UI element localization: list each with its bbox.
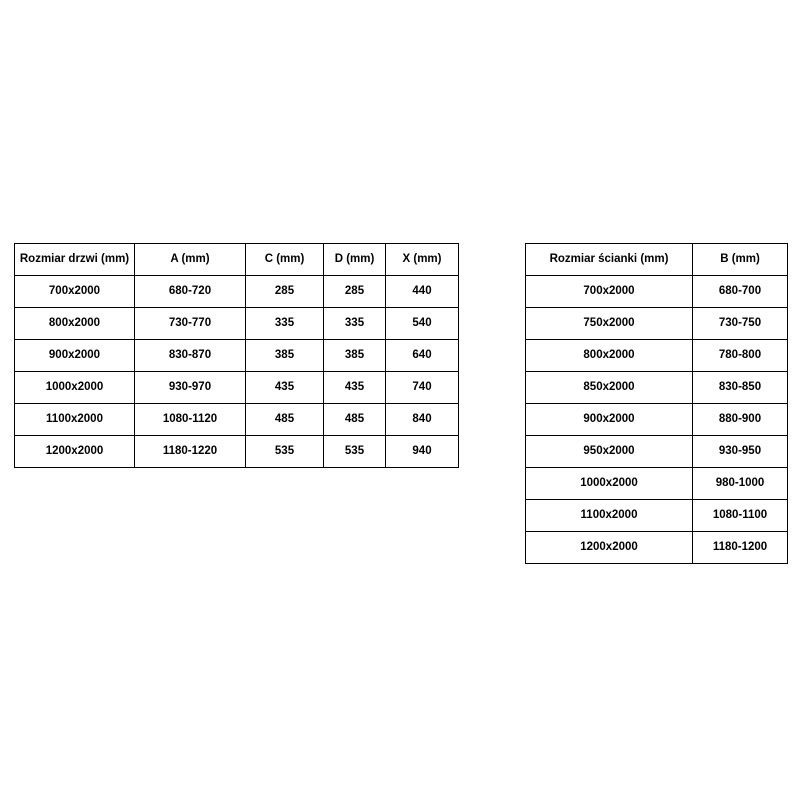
cell-door-size: 1100x2000 [15,404,135,436]
doors-dimensions-table [14,243,459,468]
cell-b: 930-950 [693,436,788,468]
table-row [15,372,459,404]
cell-wall-size: 1000x2000 [526,468,693,500]
cell-b: 1080-1100 [693,500,788,532]
column-header-wall-size: Rozmiar ścianki (mm) [526,244,693,276]
cell-c: 435 [246,372,324,404]
cell-wall-size: 950x2000 [526,436,693,468]
table-row [526,532,788,564]
cell-door-size: 900x2000 [15,340,135,372]
cell-b: 680-700 [693,276,788,308]
cell-x: 640 [386,340,459,372]
cell-c: 385 [246,340,324,372]
cell-wall-size: 900x2000 [526,404,693,436]
table-row [15,276,459,308]
table-row [526,372,788,404]
cell-b: 880-900 [693,404,788,436]
cell-x: 740 [386,372,459,404]
table-row [15,404,459,436]
cell-a: 730-770 [135,308,246,340]
cell-c: 485 [246,404,324,436]
cell-c: 285 [246,276,324,308]
cell-a: 830-870 [135,340,246,372]
cell-wall-size: 1100x2000 [526,500,693,532]
table-row [526,500,788,532]
column-header-b: B (mm) [693,244,788,276]
cell-c: 535 [246,436,324,468]
cell-a: 1080-1120 [135,404,246,436]
table-row [15,340,459,372]
table-row [526,436,788,468]
cell-x: 440 [386,276,459,308]
column-header-x: X (mm) [386,244,459,276]
column-header-d: D (mm) [324,244,386,276]
cell-c: 335 [246,308,324,340]
cell-d: 385 [324,340,386,372]
table-row [15,308,459,340]
column-header-c: C (mm) [246,244,324,276]
table-row [526,308,788,340]
cell-d: 485 [324,404,386,436]
cell-d: 435 [324,372,386,404]
table-header-row [526,244,788,276]
cell-x: 840 [386,404,459,436]
cell-b: 780-800 [693,340,788,372]
cell-wall-size: 800x2000 [526,340,693,372]
table-row [526,276,788,308]
cell-wall-size: 1200x2000 [526,532,693,564]
cell-a: 1180-1220 [135,436,246,468]
cell-wall-size: 850x2000 [526,372,693,404]
cell-wall-size: 750x2000 [526,308,693,340]
table-row [15,436,459,468]
cell-b: 1180-1200 [693,532,788,564]
cell-a: 680-720 [135,276,246,308]
cell-x: 940 [386,436,459,468]
cell-d: 535 [324,436,386,468]
cell-door-size: 700x2000 [15,276,135,308]
cell-b: 980-1000 [693,468,788,500]
table-row [526,468,788,500]
cell-door-size: 1200x2000 [15,436,135,468]
table-header-row [15,244,459,276]
cell-b: 730-750 [693,308,788,340]
column-header-door-size: Rozmiar drzwi (mm) [15,244,135,276]
wall-dimensions-table [525,243,788,564]
table-row [526,404,788,436]
cell-a: 930-970 [135,372,246,404]
cell-x: 540 [386,308,459,340]
cell-b: 830-850 [693,372,788,404]
cell-d: 285 [324,276,386,308]
cell-door-size: 800x2000 [15,308,135,340]
cell-d: 335 [324,308,386,340]
table-row [526,340,788,372]
cell-wall-size: 700x2000 [526,276,693,308]
cell-door-size: 1000x2000 [15,372,135,404]
column-header-a: A (mm) [135,244,246,276]
